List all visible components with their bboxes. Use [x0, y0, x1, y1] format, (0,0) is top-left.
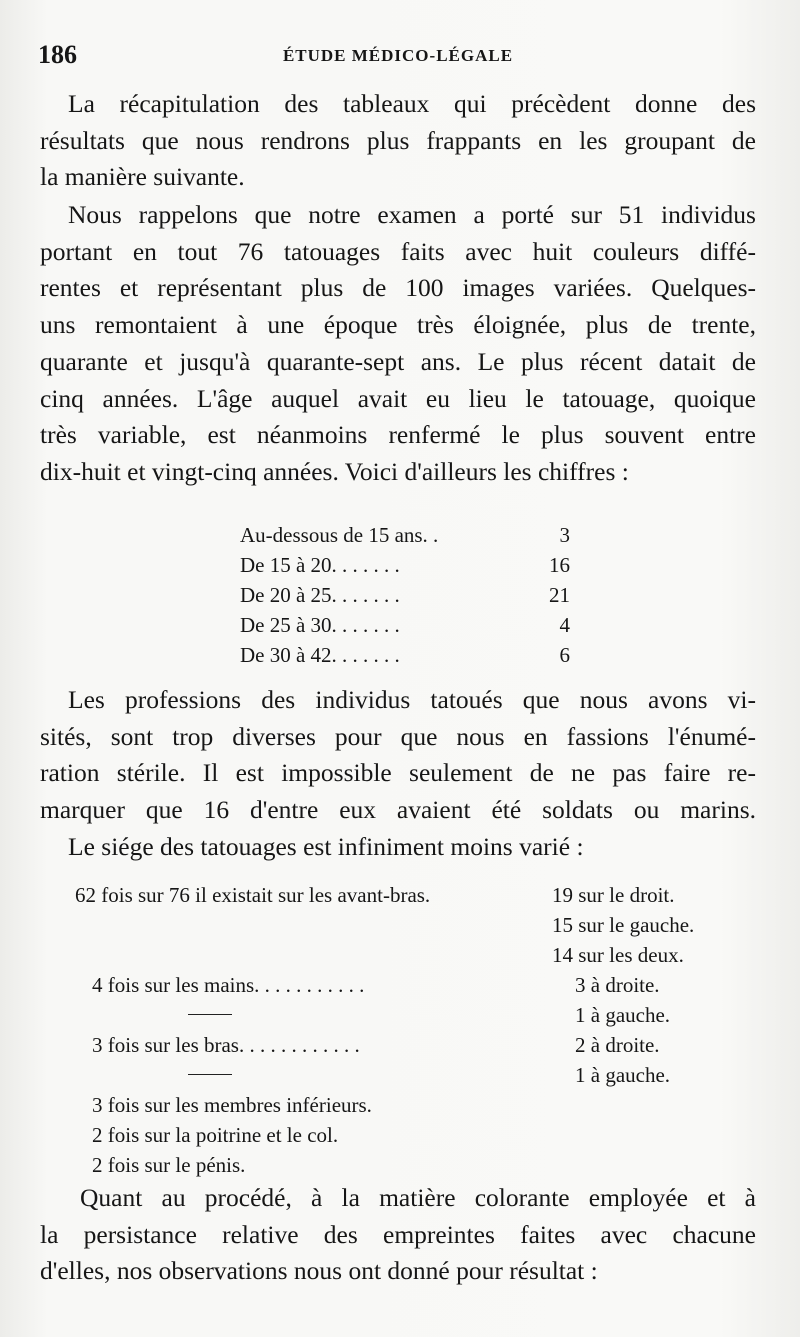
- siege-location: 62 fois sur 76 il existait sur les avant-bras.: [75, 883, 431, 907]
- siege-row: [0, 1150, 800, 1180]
- siege-row: [0, 1090, 800, 1120]
- text-line: uns remontaient à une époque très éloignée, plus de trente,: [40, 310, 756, 340]
- age-row: [240, 580, 570, 610]
- age-count: 6: [559, 643, 570, 667]
- age-label: Au-dessous de 15 ans. .: [240, 523, 439, 547]
- siege-detail: 2 à droite.: [575, 1033, 660, 1057]
- siege-row: [0, 880, 800, 910]
- siege-detail: 1 à gauche.: [575, 1003, 671, 1027]
- text-line: résultats que nous rendrons plus frappants en les groupant de: [40, 125, 756, 155]
- age-label: De 30 à 42. . . . . . .: [240, 643, 400, 667]
- text-line: dix-huit et vingt-cinq années. Voici d'ailleurs les chiffres :: [40, 456, 629, 486]
- age-label: De 20 à 25. . . . . . .: [240, 583, 400, 607]
- siege-row: [0, 970, 800, 1000]
- siege-detail: 1 à gauche.: [575, 1063, 671, 1087]
- siege-location: 3 fois sur les bras. . . . . . . . . . . .: [92, 1033, 360, 1057]
- text-line: d'elles, nos observations nous ont donné pour résultat :: [40, 1256, 598, 1286]
- text-line: Nous rappelons que notre examen a porté sur 51 individus: [68, 200, 756, 229]
- age-label: De 25 à 30. . . . . . .: [240, 613, 400, 637]
- age-count: 3: [559, 523, 570, 547]
- text-line: la manière suivante.: [40, 162, 245, 192]
- age-label: De 15 à 20. . . . . . .: [240, 553, 400, 577]
- siege-detail: 19 sur le droit.: [552, 883, 675, 907]
- age-row: [240, 550, 570, 580]
- ditto-dash: [188, 1074, 232, 1075]
- running-title: ÉTUDE MÉDICO-LÉGALE: [282, 46, 514, 65]
- siege-location: 2 fois sur le pénis.: [92, 1153, 246, 1177]
- age-row: [240, 610, 570, 640]
- text-line: Les professions des individus tatoués que nous avons vi-: [68, 685, 756, 714]
- paragraph-examen: [40, 197, 756, 491]
- siege-row: [0, 1000, 800, 1030]
- text-line: portant en tout 76 tatouages faits avec huit couleurs diffé-: [40, 236, 756, 266]
- text-line: cinq années. L'âge auquel avait eu lieu le tatouage, quoique: [40, 383, 756, 413]
- ditto-dash: [188, 1014, 232, 1015]
- siege-row: [0, 940, 800, 970]
- siege-detail: 3 à droite.: [575, 973, 660, 997]
- siege-row: [0, 1030, 800, 1060]
- age-count: 21: [549, 583, 570, 607]
- siege-location: 2 fois sur la poitrine et le col.: [92, 1123, 339, 1147]
- text-line: Le siége des tatouages est infiniment moins varié :: [68, 831, 584, 861]
- age-count: 16: [549, 553, 570, 577]
- siege-row: [0, 910, 800, 940]
- text-line: La récapitulation des tableaux qui précèdent donne des: [68, 89, 756, 118]
- text-line: marquer que 16 d'entre eux avaient été soldats ou marins.: [40, 795, 756, 825]
- siege-row: [0, 1120, 800, 1150]
- text-line: la persistance relative des empreintes faites avec chacune: [40, 1219, 756, 1249]
- text-line: ration stérile. Il est impossible seulement de ne pas faire re-: [40, 758, 756, 788]
- page-number: 186: [38, 40, 77, 69]
- age-row: [240, 640, 570, 670]
- paragraph-recapitulation: [40, 86, 756, 196]
- paragraph-procede: [40, 1180, 756, 1290]
- age-row: [240, 520, 570, 550]
- siege-location: 4 fois sur les mains. . . . . . . . . . .: [92, 973, 365, 997]
- text-line: Quant au procédé, à la matière colorante employée et à: [80, 1183, 756, 1212]
- siege-detail: 14 sur les deux.: [552, 943, 684, 967]
- age-count: 4: [559, 613, 570, 637]
- paragraph-professions: [40, 682, 756, 866]
- text-line: rentes et représentant plus de 100 images variées. Quelques-: [40, 273, 756, 303]
- text-line: sités, sont trop diverses pour que nous en fassions l'énumé-: [40, 721, 756, 751]
- text-line: quarante et jusqu'à quarante-sept ans. Le plus récent datait de: [40, 346, 756, 376]
- age-table: [240, 520, 570, 670]
- siege-row: [0, 1060, 800, 1090]
- text-line: très variable, est néanmoins renfermé le plus souvent entre: [40, 420, 756, 450]
- siege-location: 3 fois sur les membres inférieurs.: [92, 1093, 372, 1117]
- page-header: [38, 40, 758, 74]
- siege-table: [0, 880, 800, 1180]
- siege-detail: 15 sur le gauche.: [552, 913, 695, 937]
